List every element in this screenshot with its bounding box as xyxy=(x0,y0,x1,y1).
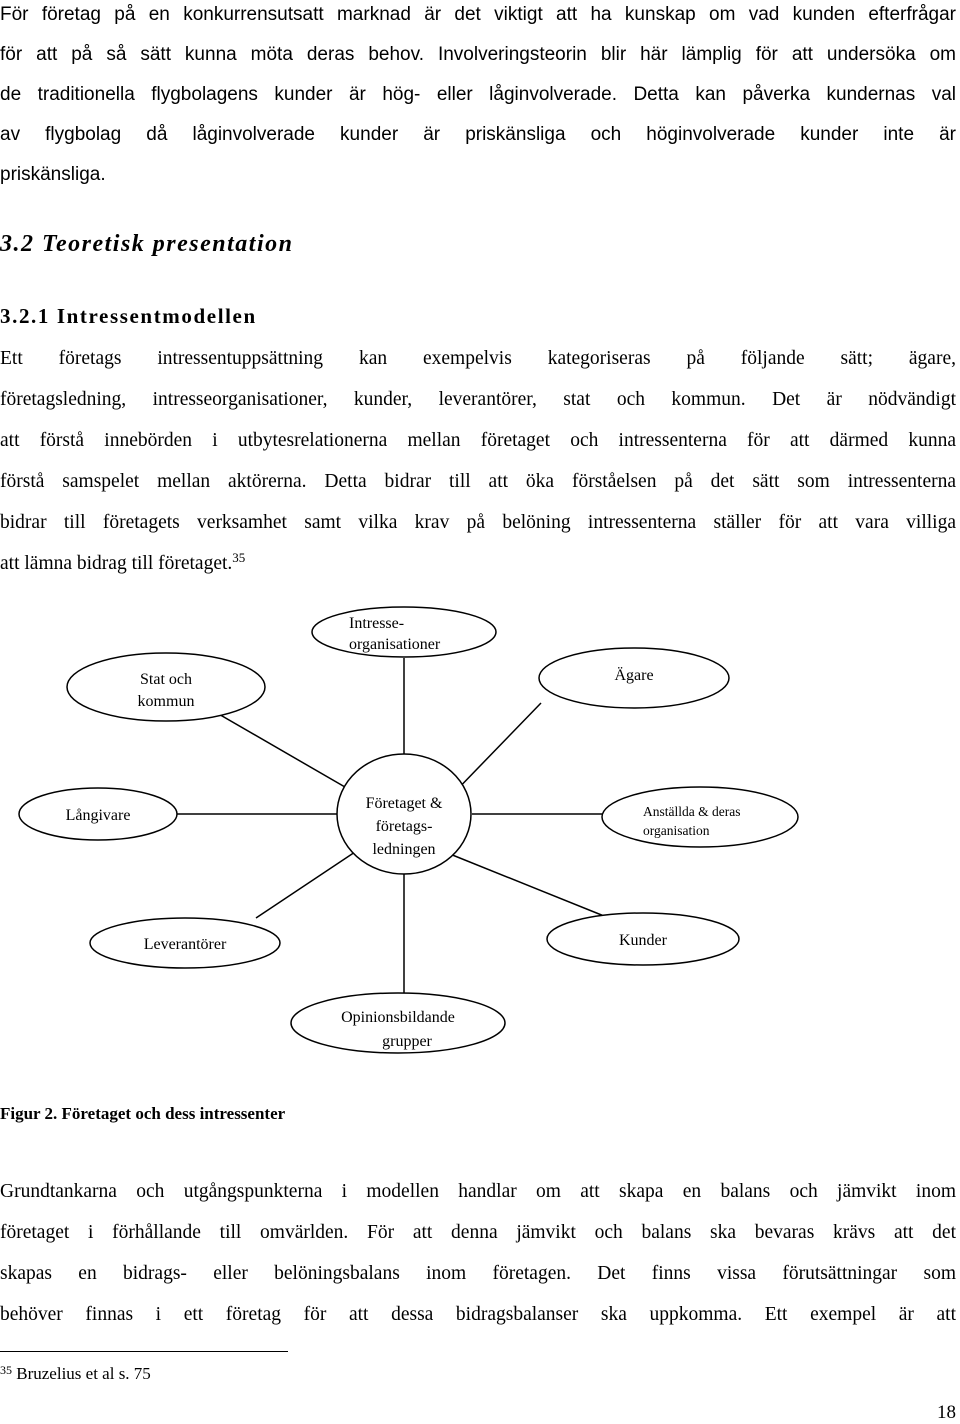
body-line: företagsledning, intresseorganisationer, kunder, leverantörer, stat och kommun. Det är nödvändigt xyxy=(0,389,956,410)
node-label: ledningen xyxy=(372,841,436,858)
node-label: kommun xyxy=(137,693,195,710)
connector-line xyxy=(440,850,609,918)
body-line: förstå samspelet mellan aktörerna. Detta bidrar till att öka förståelsen på det sätt som intressenterna xyxy=(0,471,956,492)
section-heading: 3.2 Teoretisk presentation xyxy=(0,231,294,257)
node-label: Ägare xyxy=(614,667,654,684)
connector-line xyxy=(256,850,358,918)
node-opinionsbildande-grupper xyxy=(291,993,505,1053)
node-label: Långivare xyxy=(65,807,131,824)
footnote-divider xyxy=(0,1351,288,1352)
body-line: skapas en bidrags- eller belöningsbalans inom företagen. Det finns vissa förutsättningar som xyxy=(0,1263,956,1284)
connector-line xyxy=(210,709,364,798)
body-line: att förstå innebörden i utbytesrelationerna mellan företaget och intressenterna för att därmed kunna xyxy=(0,430,956,451)
node-label: Stat och xyxy=(140,671,192,688)
node-label: Opinionsbildande xyxy=(341,1009,455,1026)
figure-caption: Figur 2. Företaget och dess intressenter xyxy=(0,1104,286,1123)
node-intresseorganisationer xyxy=(312,607,496,657)
node-label: Anställda & deras xyxy=(643,804,741,819)
footnote-number: 35 xyxy=(0,1363,12,1377)
body-line-text: att lämna bidrag till företaget. xyxy=(0,553,233,574)
page-number: 18 xyxy=(937,1402,956,1423)
stakeholder-diagram xyxy=(0,600,960,1070)
subsection-heading: 3.2.1 Intressentmodellen xyxy=(0,304,257,328)
node-foretaget xyxy=(337,754,471,874)
node-agare xyxy=(539,648,729,708)
body-line: Grundtankarna och utgångspunkterna i modellen handlar om att skapa en balans och jämvikt inom xyxy=(0,1181,956,1202)
node-label: företags- xyxy=(375,818,433,835)
body-line xyxy=(0,550,956,578)
node-label: organisationer xyxy=(349,636,441,653)
node-kunder xyxy=(547,913,739,965)
intro-line: priskänsliga. xyxy=(0,164,106,185)
node-langivare xyxy=(19,788,177,840)
node-stat-och-kommun xyxy=(67,653,265,721)
intro-line: av flygbolag då låginvolverade kunder är priskänsliga och höginvolverade kunder inte är xyxy=(0,124,956,145)
intro-line: för att på så sätt kunna möta deras behov. Involveringsteorin blir här lämplig för att undersöka om xyxy=(0,44,956,65)
node-anstallda xyxy=(602,787,798,847)
node-label: Kunder xyxy=(619,932,667,949)
node-label: organisation xyxy=(643,823,710,838)
body-line: Ett företags intressentuppsättning kan exempelvis kategoriseras på följande sätt; ägare, xyxy=(0,348,956,369)
node-label: grupper xyxy=(382,1033,432,1050)
node-label: Intresse- xyxy=(349,615,405,632)
body-line: bidrar till företagets verksamhet samt vilka krav på belöning intressenterna ställer för att vara villiga xyxy=(0,512,956,533)
footnote-text: Bruzelius et al s. 75 xyxy=(12,1364,151,1383)
node-label: Företaget & xyxy=(365,795,443,812)
node-label: Leverantörer xyxy=(143,936,227,953)
intro-line: För företag på en konkurrensutsatt marknad är det viktigt att ha kunskap om vad kunden efterfrågar xyxy=(0,4,956,25)
node-leverantorer xyxy=(90,918,280,968)
footnote-reference[interactable]: 35 xyxy=(232,550,246,565)
footnote xyxy=(0,1362,151,1386)
intro-line: de traditionella flygbolagens kunder är hög- eller låginvolverade. Detta kan påverka kundernas val xyxy=(0,84,956,105)
body-line: behöver finnas i ett företag för att dessa bidragsbalanser ska uppkomma. Ett exempel är att xyxy=(0,1304,956,1325)
body-line: företaget i förhållande till omvärlden. För att denna jämvikt och balans ska bevaras krävs att det xyxy=(0,1222,956,1243)
